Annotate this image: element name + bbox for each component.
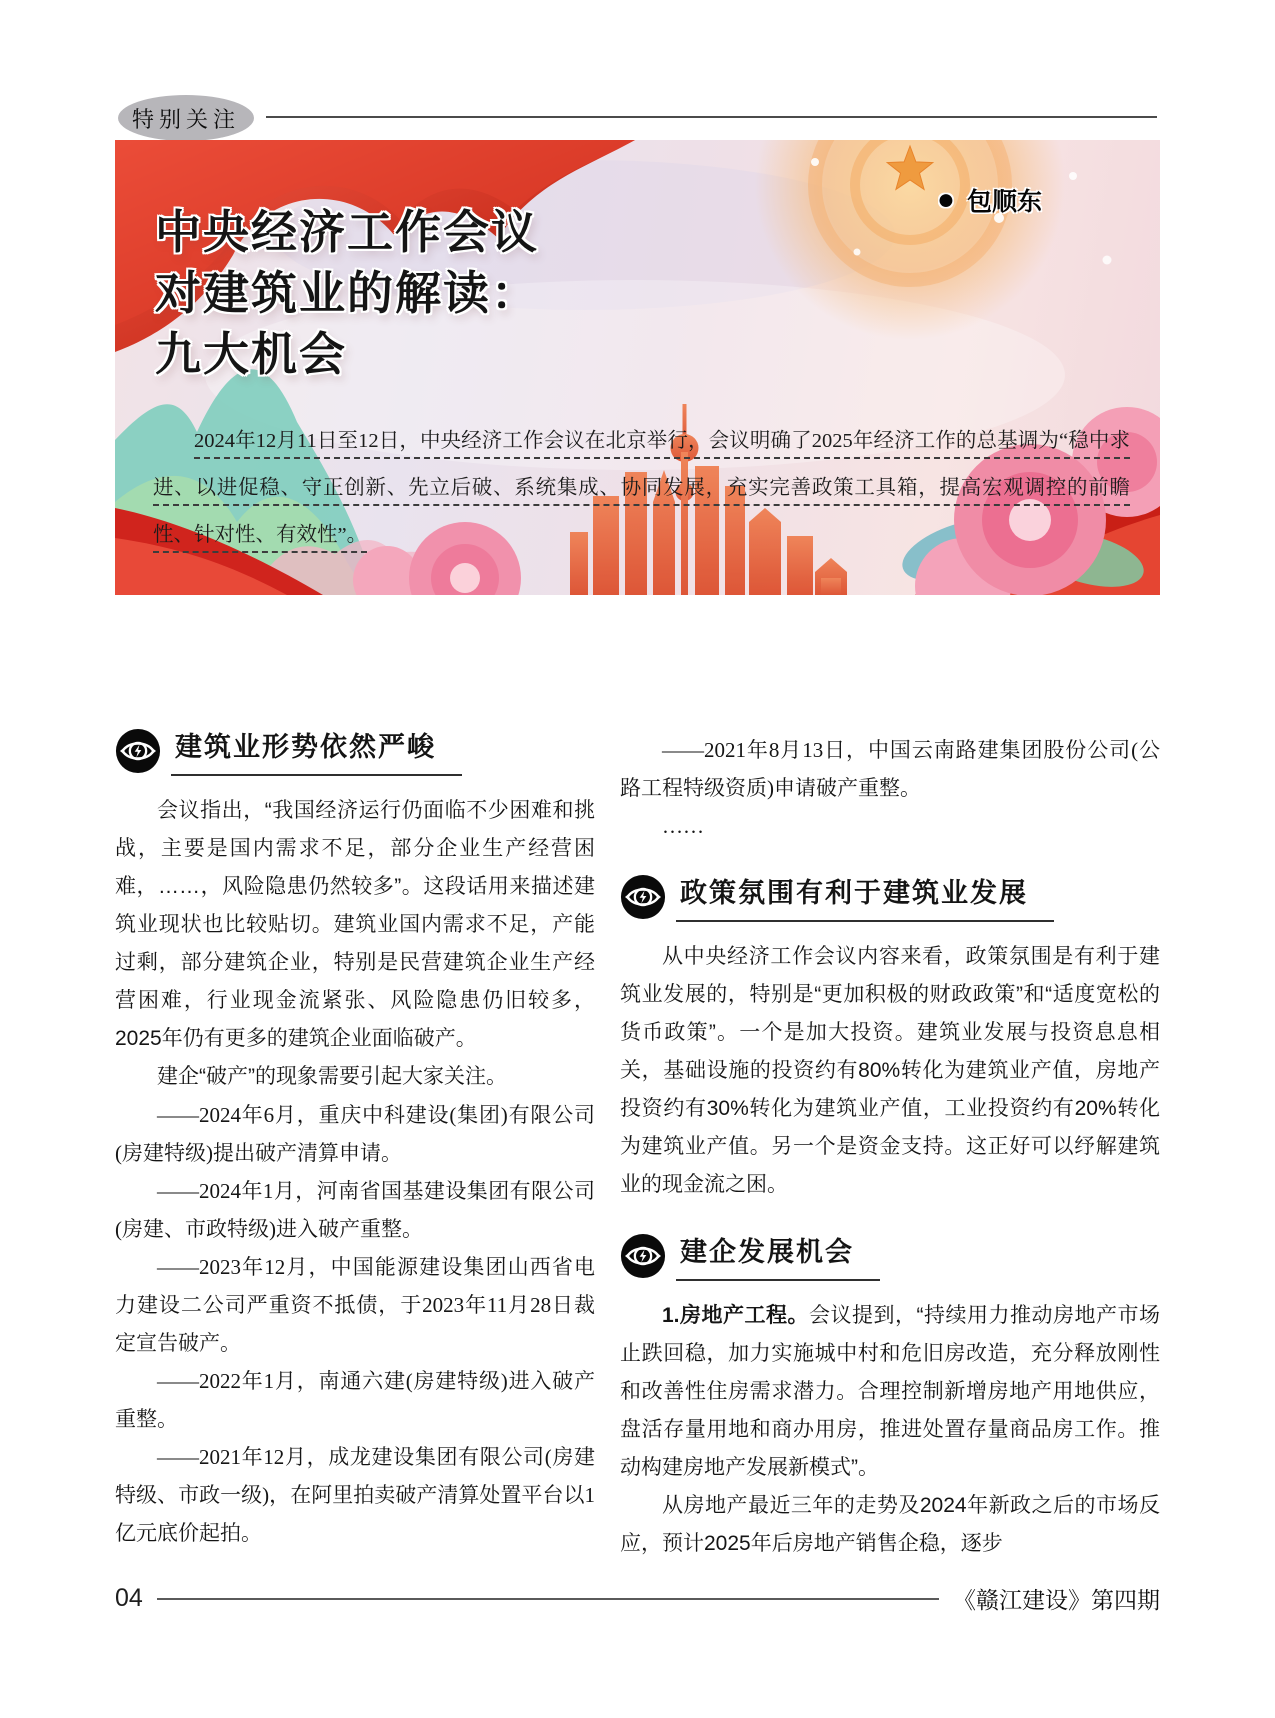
eye-icon	[620, 1233, 666, 1279]
case-item-2024-01: ——2024年1月，河南省国基建设集团有限公司(房建、市政特级)进入破产重整。	[115, 1179, 595, 1241]
author-line	[937, 182, 1042, 218]
section-heading-2-text: 政策氛围有利于建筑业发展	[676, 871, 1054, 922]
paragraph-forecast: 从房地产最近三年的走势及2024年新政之后的市场反应，预计2025年后房地产销售企稳，逐步	[620, 1494, 1160, 1555]
journal-name: 《赣江建设》第四期	[953, 1588, 1160, 1613]
title-line-3: 九大机会	[155, 328, 347, 380]
page-number: 04	[115, 1584, 143, 1612]
paragraph-situation: 会议指出，“我国经济运行仍面临不少困难和挑战，主要是国内需求不足，部分企业生产经营困难，……，风险隐患仍然较多”。这段话用来描述建筑业现状也比较贴切。建筑业国内需求不足，产能过剩，部分建筑企业，特别是民营建筑企业生产经营困难，行业现金流紧张、风险隐患仍旧较多，2025年仍有更多的建筑企业面临破产。	[115, 799, 595, 1050]
title-line-1: 中央经济工作会议	[155, 206, 539, 258]
article-abstract: 2024年12月11日至12日，中央经济工作会议在北京举行，会议明确了2025年经济工作的总基调为“稳中求进、以进促稳、守正创新、先立后破、系统集成、协同发展，充实完善政策工具箱，提高宏观调控的前瞻性、针对性、有效性”。	[153, 430, 1130, 546]
article-body	[115, 675, 1160, 1563]
case-item-2023-12: ——2023年12月，中国能源建设集团山西省电力建设二公司严重资不抵债，于2023年11月28日裁定宣告破产。	[115, 1255, 595, 1355]
bullet-dot-icon: ●	[936, 183, 955, 216]
footer-rule	[157, 1598, 939, 1600]
special-focus-badge	[118, 95, 254, 141]
section-heading-1-text: 建筑业形势依然严峻	[171, 725, 462, 776]
left-column	[115, 675, 595, 1552]
section-heading-2	[620, 871, 1160, 922]
title-line-2: 对建筑业的解读：	[155, 267, 539, 319]
badge-label: 特别关注	[131, 106, 240, 132]
eye-icon	[620, 874, 666, 920]
paragraph-housing-lead: 1.房地产工程。	[662, 1304, 810, 1327]
paragraph-bankruptcy-note: 建企“破产”的现象需要引起大家关注。	[157, 1065, 507, 1088]
section-heading-3-text: 建企发展机会	[676, 1230, 880, 1281]
right-column	[620, 675, 1160, 1563]
masthead	[118, 95, 1157, 143]
eye-icon	[115, 728, 161, 774]
paragraph-housing-text: 会议提到，“持续用力推动房地产市场止跌回稳，加力实施城中村和危旧房改造，充分释放刚性和改善性住房需求潜力。合理控制新增房地产用地供应，盘活存量用地和商办用房，推进处置存量商品房工作。推动构建房地产发展新模式”。	[620, 1304, 1160, 1479]
paragraph-housing	[620, 1297, 1160, 1487]
case-item-2024-06: ——2024年6月，重庆中科建设(集团)有限公司(房建特级)提出破产清算申请。	[115, 1103, 595, 1165]
page-footer	[115, 1582, 1160, 1615]
article-title	[155, 202, 539, 385]
author-name: 包顺东	[966, 188, 1042, 216]
case-item-2021-12: ——2021年12月，成龙建设集团有限公司(房建特级、市政一级)，在阿里拍卖破产清算处置平台以1亿元底价起拍。	[115, 1445, 595, 1545]
banner	[115, 140, 1160, 595]
masthead-rule	[266, 116, 1157, 118]
paragraph-policy: 从中央经济工作会议内容来看，政策氛围是有利于建筑业发展的，特别是“更加积极的财政政策”和“适度宽松的货币政策”。一个是加大投资。建筑业发展与投资息息相关，基础设施的投资约有80%转化为建筑业产值，房地产投资约有30%转化为建筑业产值，工业投资约有20%转化为建筑业产值。另一个是资金支持。这正好可以纾解建筑业的现金流之困。	[620, 945, 1160, 1196]
section-heading-3	[620, 1230, 1160, 1281]
section-heading-1	[115, 725, 595, 776]
case-item-2021-08: ——2021年8月13日，中国云南路建集团股份公司(公路工程特级资质)申请破产重整。	[620, 738, 1160, 800]
case-item-2022-01: ——2022年1月，南通六建(房建特级)进入破产重整。	[115, 1369, 595, 1431]
ellipsis-line: ……	[662, 814, 704, 838]
